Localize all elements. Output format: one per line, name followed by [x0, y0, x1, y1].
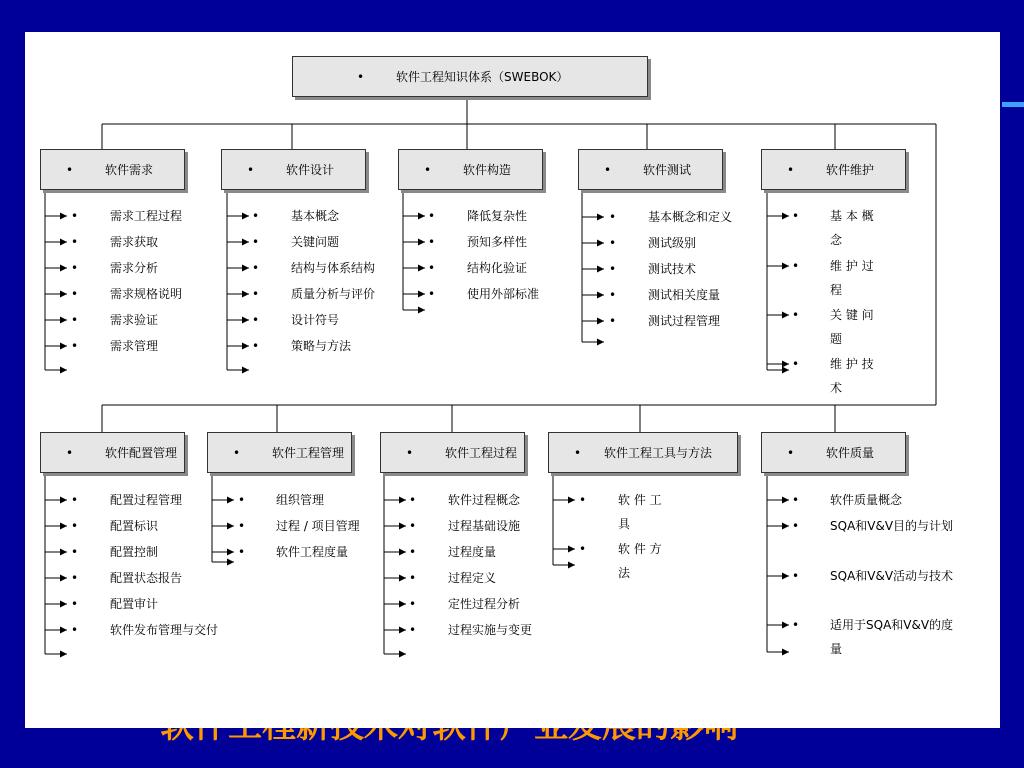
list-item: [409, 623, 608, 639]
list-item: [428, 209, 627, 225]
box-label: 软件工程工具与方法: [604, 445, 713, 460]
arrow-head: [399, 627, 406, 634]
list-item-label: 适用于SQA和V&V的度量: [830, 618, 954, 656]
list-item: [609, 288, 808, 304]
bullet-icon: •: [787, 445, 795, 460]
list-item-label: 质量分析与评价: [291, 287, 376, 301]
bullet-icon: •: [409, 493, 417, 507]
list-item-label: 组织管理: [276, 493, 325, 507]
bullet-icon: •: [71, 519, 79, 533]
list-item-label: 基本概念和定义: [648, 210, 733, 224]
list-item-label: 软件发布管理与交付: [110, 623, 219, 637]
area-node-3: [578, 149, 723, 190]
arrow-head: [60, 265, 67, 272]
list-item-label: 测试级别: [648, 236, 697, 250]
bullet-icon: •: [252, 287, 260, 301]
bullet-icon: •: [574, 445, 582, 460]
area-node-6: [207, 432, 352, 473]
bullet-icon: •: [71, 287, 79, 301]
bullet-icon: •: [252, 261, 260, 275]
list-item: [252, 313, 451, 329]
list-item-label: 软 件 工 具: [618, 493, 662, 531]
list-item: [428, 287, 627, 303]
bullet-icon: •: [609, 236, 617, 250]
area-node-7: [380, 432, 525, 473]
list-item: [71, 313, 270, 329]
bullet-icon: •: [252, 339, 260, 353]
list-item: [238, 493, 436, 509]
list-item: [609, 314, 808, 330]
list-item-label: 软件质量概念: [830, 493, 903, 507]
bullet-icon: •: [71, 209, 79, 223]
box-label: 软件工程过程: [445, 445, 518, 460]
bullet-icon: •: [604, 162, 612, 177]
arrow-head: [399, 651, 406, 658]
box-label: 软件测试: [643, 162, 692, 177]
bullet-icon: •: [66, 445, 74, 460]
list-item: [238, 519, 436, 535]
arrow-head: [60, 651, 67, 658]
list-item-label: 测试过程管理: [648, 314, 721, 328]
list-item: [252, 209, 451, 225]
bullet-icon: •: [579, 493, 587, 507]
bullet-icon: •: [792, 209, 800, 223]
list-item: [579, 493, 670, 531]
list-item-label: 需求规格说明: [110, 287, 183, 301]
box-label: 软件维护: [826, 162, 875, 177]
arrow-head: [782, 573, 789, 580]
list-item-label: 测试技术: [648, 262, 697, 276]
bullet-icon: •: [71, 493, 79, 507]
list-item: [252, 339, 451, 355]
list-item-label: 软件过程概念: [448, 493, 521, 507]
bullet-icon: •: [238, 545, 246, 559]
area-node-1: [221, 149, 366, 190]
bullet-icon: •: [609, 210, 617, 224]
list-item: [71, 339, 270, 355]
list-item-label: 过程基础设施: [448, 519, 521, 533]
list-item: [409, 597, 608, 613]
bullet-icon: •: [66, 162, 74, 177]
arrow-head: [60, 343, 67, 350]
bullet-icon: •: [609, 288, 617, 302]
bullet-icon: •: [609, 314, 617, 328]
arrow-head: [60, 291, 67, 298]
list-item: [252, 287, 451, 303]
area-node-8: [548, 432, 738, 473]
bullet-icon: •: [428, 209, 436, 223]
area-node-5: [40, 432, 185, 473]
list-item-label: 需求分析: [110, 261, 159, 275]
list-item-label: 配置审计: [110, 597, 159, 611]
list-item: [409, 571, 608, 587]
list-item-label: 过程 / 项目管理: [276, 519, 360, 533]
arrow-head: [597, 339, 604, 346]
list-item: [792, 519, 955, 535]
list-item: [252, 261, 451, 277]
arrow-head: [60, 627, 67, 634]
box-label: 软件工程管理: [272, 445, 345, 460]
list-item: [792, 618, 955, 656]
list-item: [609, 262, 808, 278]
list-item-label: 需求工程过程: [110, 209, 183, 223]
arrow-head: [399, 601, 406, 608]
list-item-label: 结构化验证: [467, 261, 528, 275]
area-node-4: [761, 149, 906, 190]
bullet-icon: •: [71, 261, 79, 275]
list-item-label: 降低复杂性: [467, 209, 528, 223]
list-item: [792, 569, 955, 585]
bullet-icon: •: [238, 519, 246, 533]
arrow-head: [782, 367, 789, 374]
bullet-icon: •: [792, 308, 800, 322]
arrow-head: [60, 575, 67, 582]
list-item-label: 配置状态报告: [110, 571, 183, 585]
bullet-icon: •: [409, 623, 417, 637]
list-item: [71, 209, 270, 225]
bullet-icon: •: [252, 235, 260, 249]
bullet-icon: •: [792, 519, 800, 533]
bullet-icon: •: [71, 339, 79, 353]
list-item-label: 使用外部标准: [467, 287, 540, 301]
bullet-icon: •: [409, 597, 417, 611]
arrow-head: [782, 622, 789, 629]
area-node-0: [40, 149, 185, 190]
bullet-icon: •: [71, 623, 79, 637]
bullet-icon: •: [792, 259, 800, 273]
list-item: [428, 261, 627, 277]
bullet-icon: •: [409, 571, 417, 585]
list-item-label: SQA和V&V活动与技术: [830, 569, 954, 583]
list-item-label: 策略与方法: [291, 339, 352, 353]
list-item-label: 维 护 技 术: [830, 357, 874, 395]
root-node-swebok: [292, 56, 648, 97]
list-item: [609, 236, 808, 252]
bullet-icon: •: [792, 493, 800, 507]
list-item-label: 设计符号: [291, 313, 340, 327]
arrow-head: [597, 318, 604, 325]
list-item-label: 基 本 概 念: [830, 209, 874, 247]
list-item: [71, 623, 270, 639]
arrow-head: [60, 601, 67, 608]
list-item-label: 配置控制: [110, 545, 159, 559]
list-item-label: 预知多样性: [467, 235, 528, 249]
box-label: 软件设计: [286, 162, 335, 177]
arrow-head: [60, 239, 67, 246]
list-item-label: 需求获取: [110, 235, 159, 249]
list-item-label: 关键问题: [291, 235, 340, 249]
bullet-icon: •: [252, 313, 260, 327]
arrow-head: [782, 497, 789, 504]
box-label: 软件工程知识体系（SWEBOK）: [396, 69, 569, 84]
list-item-label: 测试相关度量: [648, 288, 721, 302]
list-item-label: 配置标识: [110, 519, 159, 533]
list-item-label: 定性过程分析: [448, 597, 521, 611]
list-item: [71, 235, 270, 251]
bullet-icon: •: [424, 162, 432, 177]
bullet-icon: •: [409, 519, 417, 533]
list-item-label: 需求管理: [110, 339, 159, 353]
bullet-icon: •: [71, 571, 79, 585]
list-item: [792, 209, 882, 247]
box-label: 软件质量: [826, 445, 875, 460]
list-item: [71, 261, 270, 277]
bullet-icon: •: [787, 162, 795, 177]
list-item-label: 结构与体系结构: [291, 261, 376, 275]
list-item: [792, 308, 882, 346]
accent-line: [1002, 102, 1024, 107]
bullet-icon: •: [247, 162, 255, 177]
arrow-head: [60, 497, 67, 504]
list-item-label: 过程定义: [448, 571, 497, 585]
bullet-icon: •: [71, 235, 79, 249]
bullet-icon: •: [406, 445, 414, 460]
list-item: [71, 597, 270, 613]
list-item: [71, 287, 270, 303]
list-item-label: 软件工程度量: [276, 545, 349, 559]
bullet-icon: •: [71, 597, 79, 611]
list-item-label: 关 键 问 题: [830, 308, 874, 346]
list-item-label: 需求验证: [110, 313, 159, 327]
arrow-head: [60, 549, 67, 556]
arrow-head: [242, 367, 249, 374]
bullet-icon: •: [71, 313, 79, 327]
bullet-icon: •: [609, 262, 617, 276]
box-label: 软件需求: [105, 162, 154, 177]
list-item-label: 基本概念: [291, 209, 340, 223]
box-label: 软件配置管理: [105, 445, 178, 460]
arrow-head: [60, 367, 67, 374]
list-item-label: 配置过程管理: [110, 493, 183, 507]
list-item: [792, 357, 882, 395]
bullet-icon: •: [428, 235, 436, 249]
list-item: [579, 542, 670, 580]
bullet-icon: •: [792, 357, 800, 371]
list-item: [609, 210, 808, 226]
bullet-icon: •: [71, 545, 79, 559]
list-item-label: 维 护 过 程: [830, 259, 874, 297]
area-node-2: [398, 149, 543, 190]
arrow-head: [568, 562, 575, 569]
arrow-head: [60, 213, 67, 220]
list-item: [428, 235, 627, 251]
area-node-9: [761, 432, 906, 473]
box-label: 软件构造: [463, 162, 512, 177]
swebok-diagram: [25, 32, 1000, 728]
list-item: [238, 545, 436, 561]
bullet-icon: •: [233, 445, 241, 460]
arrow-head: [60, 317, 67, 324]
list-item: [792, 259, 882, 297]
bullet-icon: •: [428, 287, 436, 301]
arrow-head: [782, 649, 789, 656]
bullet-icon: •: [792, 618, 800, 632]
list-item: [252, 235, 451, 251]
list-item: [792, 493, 955, 509]
bullet-icon: •: [357, 69, 365, 84]
list-item-label: SQA和V&V目的与计划: [830, 519, 954, 533]
bullet-icon: •: [428, 261, 436, 275]
list-item: [71, 571, 270, 587]
bullet-icon: •: [409, 545, 417, 559]
arrow-head: [782, 523, 789, 530]
list-item-label: 过程度量: [448, 545, 497, 559]
arrow-head: [782, 361, 789, 368]
bullet-icon: •: [252, 209, 260, 223]
list-item-label: 软 件 方 法: [618, 542, 662, 580]
bullet-icon: •: [238, 493, 246, 507]
arrow-head: [399, 575, 406, 582]
bullet-icon: •: [579, 542, 587, 556]
list-item: [409, 519, 608, 535]
bullet-icon: •: [792, 569, 800, 583]
list-item-label: 过程实施与变更: [448, 623, 533, 637]
arrow-head: [60, 523, 67, 530]
